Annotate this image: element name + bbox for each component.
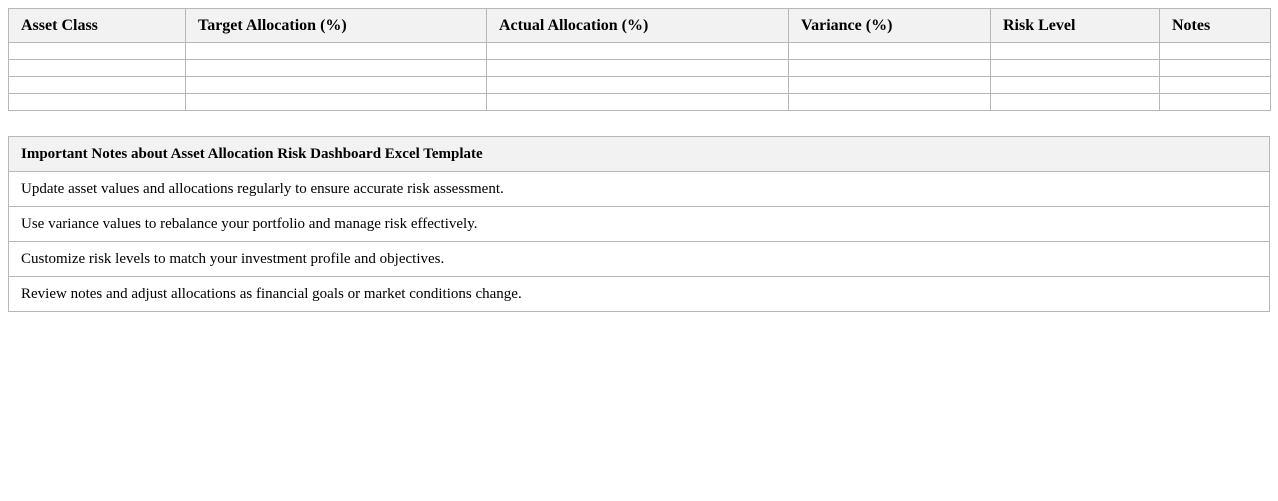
table-cell[interactable] xyxy=(789,77,991,94)
table-cell[interactable] xyxy=(186,77,487,94)
table-cell[interactable] xyxy=(789,94,991,111)
table-cell[interactable] xyxy=(186,94,487,111)
column-header-actual-allocation[interactable]: Actual Allocation (%) xyxy=(487,9,789,43)
table-cell[interactable] xyxy=(991,60,1160,77)
table-cell[interactable] xyxy=(9,77,186,94)
table-cell[interactable] xyxy=(487,77,789,94)
table-cell[interactable] xyxy=(186,43,487,60)
list-item xyxy=(9,277,1270,312)
column-header-variance[interactable]: Variance (%) xyxy=(789,9,991,43)
table-cell[interactable] xyxy=(1160,94,1271,111)
note-text: Customize risk levels to match your investment profile and objectives. xyxy=(9,242,1270,277)
column-header-risk-level[interactable]: Risk Level xyxy=(991,9,1160,43)
table-header-row xyxy=(9,9,1271,43)
table-cell[interactable] xyxy=(789,43,991,60)
table-row xyxy=(9,43,1271,60)
list-item xyxy=(9,242,1270,277)
table-cell[interactable] xyxy=(186,60,487,77)
table-cell[interactable] xyxy=(991,77,1160,94)
table-cell[interactable] xyxy=(9,43,186,60)
important-notes-table xyxy=(8,136,1270,312)
table-cell[interactable] xyxy=(789,60,991,77)
table-cell[interactable] xyxy=(991,94,1160,111)
table-row xyxy=(9,77,1271,94)
table-cell[interactable] xyxy=(487,60,789,77)
list-item xyxy=(9,207,1270,242)
column-header-target-allocation[interactable]: Target Allocation (%) xyxy=(186,9,487,43)
table-cell[interactable] xyxy=(1160,77,1271,94)
table-cell[interactable] xyxy=(1160,60,1271,77)
notes-title: Important Notes about Asset Allocation Risk Dashboard Excel Template xyxy=(9,137,1270,172)
column-header-notes[interactable]: Notes xyxy=(1160,9,1271,43)
table-cell[interactable] xyxy=(9,60,186,77)
notes-header-row xyxy=(9,137,1270,172)
list-item xyxy=(9,172,1270,207)
table-cell[interactable] xyxy=(991,43,1160,60)
table-cell[interactable] xyxy=(487,94,789,111)
note-text: Update asset values and allocations regularly to ensure accurate risk assessment. xyxy=(9,172,1270,207)
asset-allocation-table xyxy=(8,8,1271,111)
note-text: Review notes and adjust allocations as financial goals or market conditions change. xyxy=(9,277,1270,312)
table-cell[interactable] xyxy=(487,43,789,60)
table-cell[interactable] xyxy=(9,94,186,111)
table-cell[interactable] xyxy=(1160,43,1271,60)
table-row xyxy=(9,94,1271,111)
table-row xyxy=(9,60,1271,77)
column-header-asset-class[interactable]: Asset Class xyxy=(9,9,186,43)
note-text: Use variance values to rebalance your portfolio and manage risk effectively. xyxy=(9,207,1270,242)
